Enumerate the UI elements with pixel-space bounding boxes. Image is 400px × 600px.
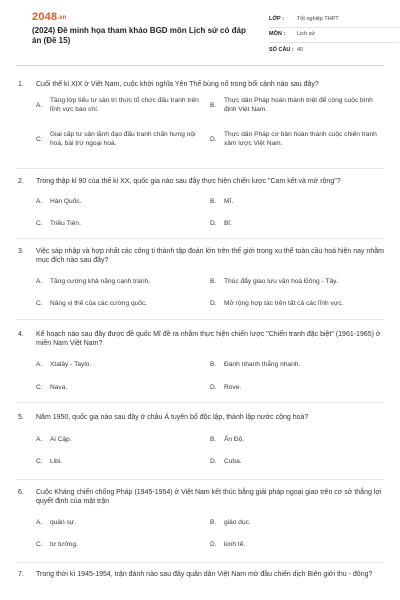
answer-text: Giai cấp tư sản lãnh đạo đấu tranh chấn hưng nội hoá, bài trừ ngoại hoá.	[50, 131, 196, 148]
answer-option-a[interactable]	[36, 436, 206, 445]
answer-option-d[interactable]	[210, 541, 380, 550]
answer-text: Cuba.	[224, 458, 242, 466]
answer-text: Libi.	[50, 458, 63, 466]
meta-row-question-count	[269, 43, 399, 58]
answer-option-a[interactable]	[36, 361, 206, 370]
answer-text: Rove.	[224, 383, 242, 391]
question-number: 2.	[18, 178, 24, 185]
answer-letter: A.	[36, 198, 43, 206]
question-divider	[16, 402, 384, 403]
meta-value: 40	[297, 46, 304, 53]
document-title: (2024) Đề minh họa tham khảo BGD môn Lịch sử có đáp án (Đề 15)	[32, 26, 246, 46]
logo-tld: .vn	[57, 15, 67, 21]
answer-text: Bỉ.	[224, 220, 232, 228]
answer-option-c[interactable]	[36, 220, 206, 229]
meta-row-subject	[269, 28, 399, 43]
meta-label: LỚP :	[269, 16, 284, 23]
answer-text: Thúc đẩy giao lưu văn hoá Đông - Tây.	[224, 277, 338, 285]
answer-letter: B.	[210, 518, 217, 526]
answer-option-c[interactable]	[36, 384, 206, 393]
answer-letter: A.	[36, 277, 43, 285]
answer-text: tư tưởng.	[50, 540, 78, 548]
question-text: Năm 1950, quốc gia nào sau đây ở châu Á tuyên bố độc lập, thành lập nước cộng hoà?	[36, 414, 309, 421]
answer-option-a[interactable]	[36, 97, 206, 115]
answer-option-d[interactable]	[210, 220, 380, 229]
answer-option-d[interactable]	[210, 131, 380, 149]
question-number: 6.	[18, 489, 24, 496]
answer-option-a[interactable]	[36, 519, 206, 528]
question-divider	[16, 562, 384, 563]
question-text: Trong thập kỉ 90 của thế kỉ XX, quốc gia nào sau đây thực hiện chiến lược "Cam kết và mở rộng"?	[36, 178, 341, 185]
answer-text: Đánh nhanh thắng nhanh.	[224, 360, 301, 368]
answer-option-a[interactable]	[36, 278, 206, 287]
answer-text: Thực dân Pháp hoàn thành triệt để công cuộc bình định Việt Nam.	[224, 97, 373, 114]
answer-text: Tăng cường khả năng cạnh tranh.	[50, 277, 151, 285]
answer-option-c[interactable]	[36, 300, 206, 309]
question-text: Kế hoạch nào sau đây được đề quốc Mĩ đề ra nhằm thực hiện chiến lược "Chiến tranh đặc biệt" (1961-1965) ở miền Nam Việt Nam?	[36, 331, 381, 348]
answer-letter: A.	[36, 101, 43, 109]
answer-letter: D.	[210, 540, 217, 548]
answer-text: Tầng lớp tiểu tư sản trí thức tổ chức đấu tranh trên lĩnh vực báo chí.	[50, 97, 199, 114]
answer-text: Triều Tiên.	[50, 220, 81, 228]
site-logo[interactable]	[32, 10, 67, 25]
answer-text: Ấn Độ.	[224, 436, 245, 444]
question-2	[18, 177, 384, 234]
document-header	[16, 0, 384, 66]
answer-option-b[interactable]	[210, 97, 380, 115]
answer-letter: C.	[36, 220, 43, 228]
answer-letter: D.	[210, 135, 217, 143]
question-text: Việc sáp nhập và hợp nhất các công ti thành tập đoàn lớn trên thế giới trong xu thế toàn cầu hoá hiện nay nhằm mục đích nào sau đây?	[36, 248, 384, 265]
answer-text: Xtalây - Taylo.	[50, 360, 92, 368]
answer-option-b[interactable]	[210, 361, 380, 370]
meta-label: MÔN :	[269, 31, 286, 38]
answer-option-c[interactable]	[36, 541, 206, 550]
answer-letter: B.	[210, 436, 217, 444]
question-number: 7.	[18, 571, 24, 578]
question-3	[18, 247, 384, 324]
answer-letter: B.	[210, 277, 217, 285]
answer-option-b[interactable]	[210, 198, 380, 207]
question-7	[18, 570, 384, 579]
answer-letter: D.	[210, 299, 217, 307]
answer-text: kinh tế.	[224, 540, 246, 548]
question-divider	[16, 168, 384, 169]
question-number: 4.	[18, 331, 24, 338]
answer-option-b[interactable]	[210, 436, 380, 445]
answer-letter: D.	[210, 458, 217, 466]
answer-option-d[interactable]	[210, 458, 380, 467]
question-number: 5.	[18, 414, 24, 421]
answer-text: Nava.	[50, 383, 68, 391]
answer-text: Hàn Quốc.	[50, 198, 82, 206]
answer-text: Mở rộng hợp tác trên tất cả các lĩnh vực.	[224, 299, 344, 307]
answer-letter: B.	[210, 101, 217, 109]
answer-option-c[interactable]	[36, 458, 206, 467]
question-1	[18, 80, 384, 159]
answer-text: Mĩ.	[224, 198, 234, 206]
question-number: 1.	[18, 81, 24, 88]
answer-letter: D.	[210, 383, 217, 391]
meta-value: Tốt nghiệp THPT	[297, 16, 339, 23]
answer-letter: C.	[36, 135, 43, 143]
question-divider	[16, 319, 384, 320]
answer-text: giáo dục.	[224, 518, 251, 526]
question-number: 3.	[18, 248, 24, 255]
question-6	[18, 488, 384, 565]
document-meta-table	[269, 13, 399, 58]
answer-text: Nâng vị thế của các cường quốc.	[50, 299, 148, 307]
logo-text: 2048	[32, 11, 58, 23]
answer-letter: C.	[36, 383, 43, 391]
answer-letter: B.	[210, 360, 217, 368]
meta-value: Lịch sử	[297, 31, 316, 38]
answer-option-b[interactable]	[210, 519, 380, 528]
answer-option-c[interactable]	[36, 131, 206, 149]
question-4	[18, 330, 384, 407]
answer-letter: A.	[36, 436, 43, 444]
answer-text: quân sự.	[50, 518, 77, 526]
meta-label: SỐ CÂU :	[269, 46, 294, 53]
answer-text: Thực dân Pháp cơ bản hoàn thành cuộc chiến tranh xâm lược Việt Nam.	[224, 131, 377, 148]
answer-option-b[interactable]	[210, 278, 380, 287]
question-text: Cuộc Kháng chiến chống Pháp (1945-1954) ở Việt Nam kết thúc bằng giải pháp ngoại giao trên cơ sở thắng lợi quyết định của mặt trận	[36, 489, 382, 506]
answer-option-d[interactable]	[210, 384, 380, 393]
meta-row-class	[269, 13, 399, 28]
answer-letter: A.	[36, 360, 43, 368]
answer-text: Ai Cập.	[50, 436, 72, 444]
question-divider	[16, 479, 384, 480]
question-text: Trong thời kì 1945-1954, trận đánh nào sau đây quân dân Việt Nam mở đầu chiến dịch Biên giới thu - đông?	[36, 571, 373, 578]
answer-letter: C.	[36, 540, 43, 548]
answer-letter: C.	[36, 458, 43, 466]
answer-letter: C.	[36, 299, 43, 307]
answer-letter: B.	[210, 198, 217, 206]
question-5	[18, 413, 384, 474]
question-divider	[16, 238, 384, 239]
answer-letter: D.	[210, 220, 217, 228]
question-text: Cuối thế kỉ XIX ở Việt Nam, cuộc khởi nghĩa Yên Thế bùng nổ trong bối cảnh nào sau đây?	[36, 81, 319, 88]
answer-letter: A.	[36, 518, 43, 526]
answer-option-d[interactable]	[210, 300, 380, 309]
answer-option-a[interactable]	[36, 198, 206, 207]
